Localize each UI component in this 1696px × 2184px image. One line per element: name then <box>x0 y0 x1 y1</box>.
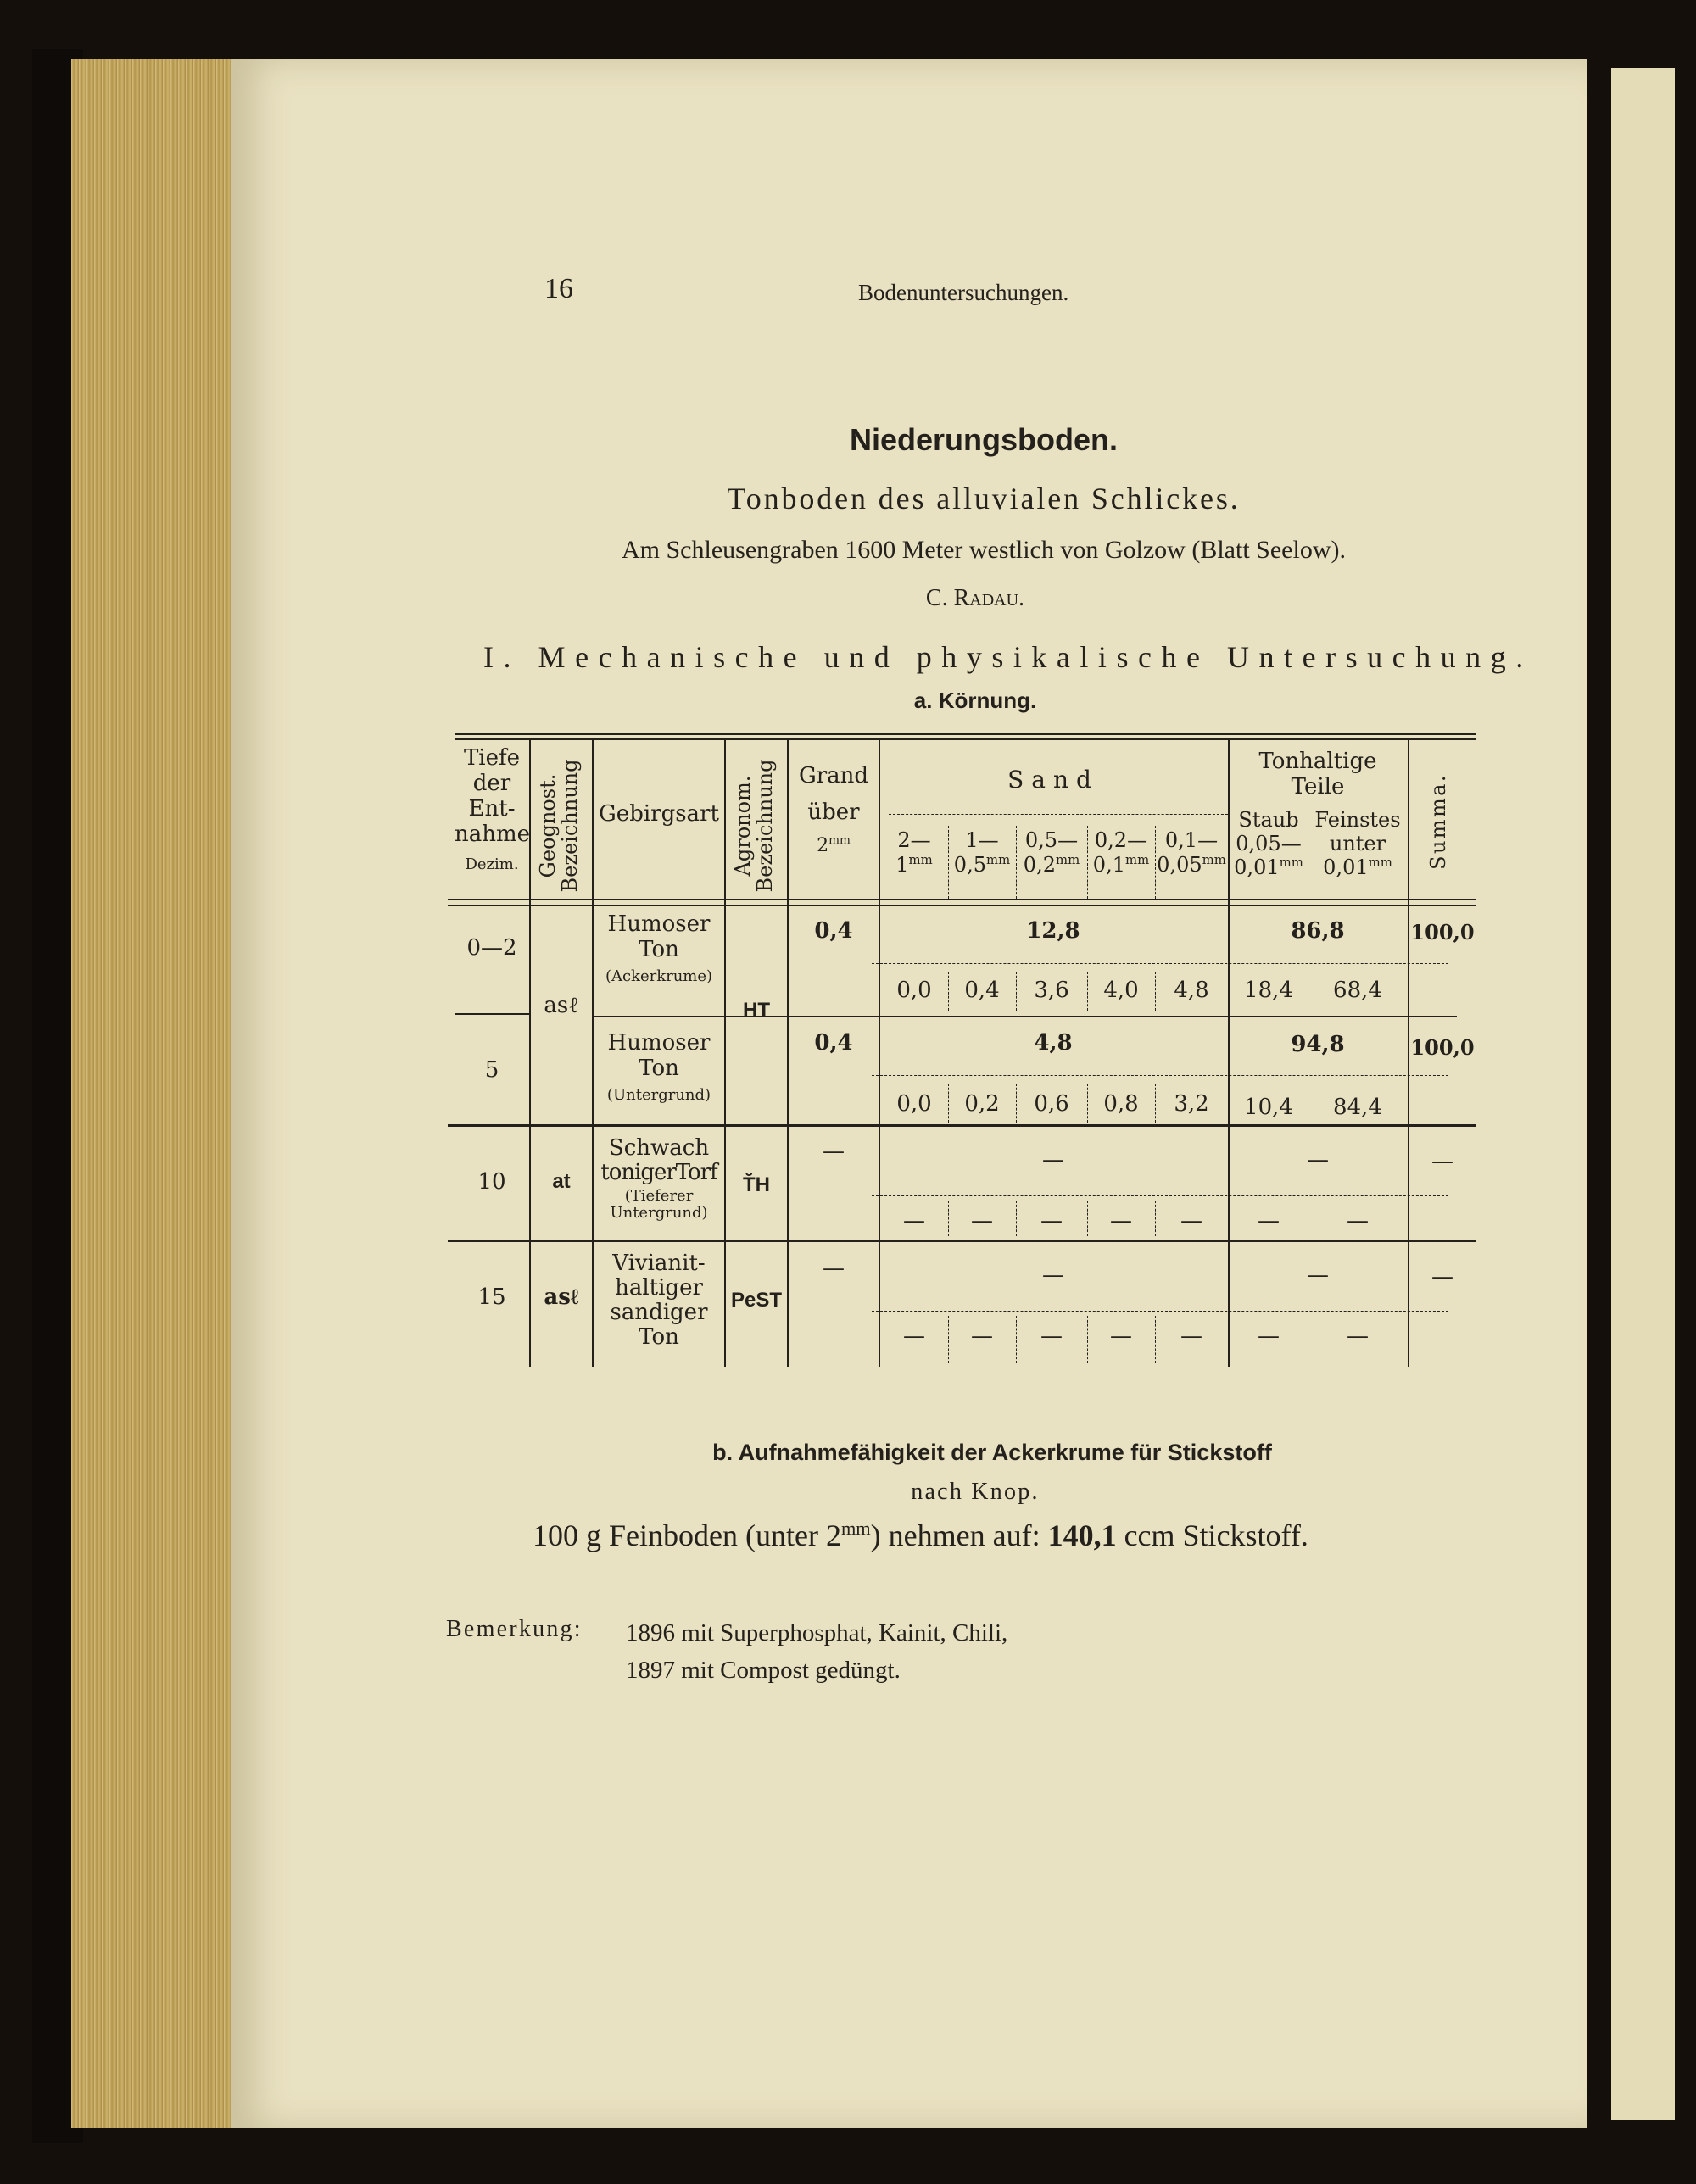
header-grand-2: über <box>807 799 860 825</box>
statement-mm: mm <box>840 1518 871 1539</box>
row1-sand-4: 4,0 <box>1103 978 1139 1003</box>
section-heading-1: I. Mechanische und physikalische Untersuchung. <box>483 640 1533 674</box>
header-sand-col-2 <box>948 829 1016 877</box>
row4-sand-2: — <box>971 1323 993 1349</box>
row3-depth: 10 <box>477 1169 506 1195</box>
header-staub-3-unit: mm <box>1279 855 1303 871</box>
row2-sand-2: 0,2 <box>964 1091 1000 1117</box>
row2-sand-4: 0,8 <box>1103 1091 1139 1117</box>
row3-ton-total: — <box>1307 1147 1329 1173</box>
header-sand-col-3-b <box>1016 853 1087 878</box>
sand-sub-rule-4 <box>1155 826 1156 899</box>
row1-split-rule <box>455 1013 529 1015</box>
row4-depth: 15 <box>477 1284 506 1310</box>
header-sand-col-5-b-unit: mm <box>1202 851 1226 867</box>
row2-detail-rule <box>872 1075 1448 1076</box>
header-sand-col-4 <box>1087 829 1155 877</box>
header-sand-col-4-b-num: 0,1 <box>1092 852 1125 877</box>
row1-grand: 0,4 <box>814 918 853 944</box>
sand-sub-rule-3 <box>1087 826 1088 899</box>
absorption-statement <box>533 1518 1308 1553</box>
row2-feinstes: 84,4 <box>1333 1095 1382 1120</box>
row2-gebirgsart-2: Ton <box>639 1055 679 1081</box>
header-agronom-2: Bezeichnung <box>753 759 778 893</box>
header-sand-col-2-a: 1— <box>965 828 999 852</box>
shared-geognost: asℓ <box>544 993 579 1018</box>
header-feinstes-3 <box>1308 855 1408 880</box>
header-staub-2: 0,05— <box>1236 831 1302 855</box>
header-sand-col-3-b-num: 0,2 <box>1023 852 1056 877</box>
header-feinstes-2: unter <box>1329 831 1386 855</box>
row3-sub-rule-1 <box>948 1201 949 1236</box>
row2-gebirgsart-1: Humoser <box>607 1030 711 1056</box>
row3-sub-rule-2 <box>1016 1201 1017 1236</box>
row4-sand-5: — <box>1180 1323 1202 1349</box>
grain-size-table <box>448 733 1476 1377</box>
header-grand <box>789 758 879 861</box>
row1-bottom-rule <box>592 1016 1457 1017</box>
row3-gebirgsart-1: Schwach <box>608 1135 710 1161</box>
header-tiefe-2: der <box>472 770 511 796</box>
header-sand-col-1-b-unit: mm <box>908 851 933 867</box>
row1-sand-3: 3,6 <box>1034 978 1069 1003</box>
row3-gebirgsart-4: Untergrund) <box>610 1203 708 1222</box>
subtitle: Tonboden des alluvialen Schlickes. <box>727 482 1241 515</box>
row1-sand-2: 0,4 <box>964 978 1000 1003</box>
header-tiefe <box>455 746 529 873</box>
row4-gebirgsart <box>594 1251 724 1350</box>
row3-bottom-rule <box>448 1240 1476 1242</box>
row3-sand-3: — <box>1040 1208 1063 1234</box>
section-heading-a: a. Körnung. <box>913 688 1037 713</box>
header-feinstes <box>1308 809 1408 880</box>
row1-feinstes: 68,4 <box>1333 978 1382 1003</box>
header-sand-col-3-a: 0,5— <box>1024 828 1079 852</box>
row4-staub: — <box>1258 1323 1280 1349</box>
row1-gebirgsart-2: Ton <box>639 936 679 962</box>
author-initial: C. <box>925 585 948 611</box>
row4-sub-rule-4 <box>1155 1316 1156 1363</box>
remark-label: Bemerkung: <box>446 1616 583 1642</box>
facing-page-edge <box>1611 68 1675 2120</box>
row3-sand-4: — <box>1110 1208 1132 1234</box>
header-grand-1: Grand <box>798 763 869 788</box>
page-stack-edge <box>71 59 241 2128</box>
header-sand-col-1 <box>880 829 948 877</box>
header-geognost <box>537 745 584 906</box>
header-sand-col-4-a: 0,2— <box>1094 828 1148 852</box>
table-top-rule <box>455 733 1476 735</box>
row1-sand-1: 0,0 <box>896 978 932 1003</box>
header-tiefe-3: Ent- <box>468 795 516 822</box>
row3-grand: — <box>823 1139 845 1164</box>
row3-geognost: at <box>552 1170 571 1193</box>
row4-geognost: asℓ <box>544 1284 579 1310</box>
header-staub <box>1230 809 1308 880</box>
row1-sand-5: 4,8 <box>1174 978 1209 1003</box>
row2-depth: 5 <box>484 1057 499 1083</box>
author <box>848 585 1102 612</box>
row3-gebirgsart-3: (Tieferer <box>624 1187 694 1206</box>
row2-gebirgsart <box>594 1031 724 1104</box>
row4-grand: — <box>823 1256 845 1281</box>
sand-sub-rule-1 <box>948 826 949 899</box>
row1-detail-rule <box>872 963 1448 964</box>
row2-gebirgsart-3: (Untergrund) <box>606 1085 711 1104</box>
row3-sub-rule-4 <box>1155 1201 1156 1236</box>
header-feinstes-3-num: 0,01 <box>1323 855 1369 880</box>
header-sand-col-3-b-unit: mm <box>1055 851 1080 867</box>
row1-depth: 0—2 <box>466 935 517 961</box>
header-sand-col-4-b-unit: mm <box>1124 851 1150 867</box>
row2-sub-rule-2 <box>1016 1084 1017 1123</box>
col-rule-3 <box>724 739 726 1367</box>
row2-sub-rule-3 <box>1087 1084 1088 1123</box>
row2-bottom-rule <box>448 1124 1476 1127</box>
header-geognost-2: Bezeichnung <box>558 759 583 893</box>
row1-gebirgsart <box>594 912 724 985</box>
row4-sub-rule-1 <box>948 1316 949 1363</box>
page-number: 16 <box>544 273 573 304</box>
section-heading-b: b. Aufnahmefähigkeit der Ackerkrume für Stickstoff <box>712 1440 1272 1465</box>
header-sand-col-2-b <box>948 853 1016 878</box>
header-grand-3-num: 2 <box>817 834 829 856</box>
header-sand-col-4-b <box>1087 853 1155 878</box>
row2-grand: 0,4 <box>814 1030 853 1056</box>
row4-sand-3: — <box>1040 1323 1063 1349</box>
row2-sand-3: 0,6 <box>1034 1091 1069 1117</box>
row2-ton-total: 94,8 <box>1291 1032 1345 1057</box>
header-sand-col-5-b <box>1155 853 1228 878</box>
row3-sand-5: — <box>1180 1208 1202 1234</box>
header-bottom-rule <box>448 899 1476 900</box>
header-staub-1: Staub <box>1238 808 1299 832</box>
shared-agronom: HT <box>743 999 770 1022</box>
header-tonhaltige-2: Teile <box>1291 773 1345 800</box>
row2-staub: 10,4 <box>1244 1095 1293 1120</box>
row4-sub-rule-2 <box>1016 1316 1017 1363</box>
header-staub-3 <box>1230 855 1308 880</box>
author-name: Radau. <box>953 585 1025 611</box>
header-grand-3-unit: mm <box>828 833 851 848</box>
row4-gebirgsart-2: haltiger <box>615 1275 703 1301</box>
row3-feinstes: — <box>1347 1208 1369 1234</box>
row1-sand-total: 12,8 <box>1026 918 1080 944</box>
table-top-rule-2 <box>455 738 1476 740</box>
method-line: nach Knop. <box>911 1479 1040 1505</box>
header-sand-col-3 <box>1016 829 1087 877</box>
header-sand-col-1-b <box>880 853 948 878</box>
row3-gebirgsart <box>594 1136 724 1222</box>
header-sand-col-5 <box>1155 829 1228 877</box>
header-tonhaltige <box>1228 749 1408 800</box>
header-tonhaltige-1: Tonhaltige <box>1258 749 1377 774</box>
header-tiefe-unit: Dezim. <box>465 855 519 873</box>
header-feinstes-1: Feinstes <box>1314 808 1401 832</box>
sand-sub-rule-2 <box>1016 826 1017 899</box>
header-sand-col-2-b-num: 0,5 <box>953 852 986 877</box>
row2-sub-rule-1 <box>948 1084 949 1123</box>
row2-sand-1: 0,0 <box>896 1091 932 1117</box>
row3-gebirgsart-2: tonigerTorf <box>600 1159 717 1185</box>
header-feinstes-3-unit: mm <box>1368 855 1392 871</box>
row3-sand-2: — <box>971 1208 993 1234</box>
main-title: Niederungsboden. <box>849 422 1119 457</box>
row3-sand-1: — <box>903 1208 925 1234</box>
row2-summa: 100,0 <box>1410 1035 1475 1060</box>
row1-sub-rule-2 <box>1016 972 1017 1011</box>
row4-gebirgsart-1: Vivianit- <box>612 1251 706 1276</box>
row4-sub-rule-3 <box>1087 1316 1088 1363</box>
row4-sand-total: — <box>1042 1262 1064 1288</box>
row4-agronom: PeST <box>730 1289 783 1312</box>
row1-sub-rule-3 <box>1087 972 1088 1011</box>
header-bottom-rule-2 <box>448 905 1476 906</box>
row1-sub-rule-4 <box>1155 972 1156 1011</box>
row3-summa: — <box>1431 1149 1453 1174</box>
header-sand-col-5-a: 0,1— <box>1164 828 1219 852</box>
statement-pre: 100 g Feinboden (unter 2 <box>533 1518 841 1552</box>
header-staub-3-num: 0,01 <box>1234 855 1280 880</box>
header-sand-col-1-b-num: 1 <box>895 852 909 877</box>
header-sand-col-2-b-unit: mm <box>985 851 1011 867</box>
row4-ton-total: — <box>1307 1262 1329 1288</box>
row2-sand-total: 4,8 <box>1034 1030 1073 1056</box>
row1-ton-total: 86,8 <box>1291 918 1345 944</box>
row1-sub-rule-1 <box>948 972 949 1011</box>
header-agronom <box>732 745 779 906</box>
row4-gebirgsart-4: Ton <box>639 1324 679 1351</box>
row4-detail-rule <box>872 1311 1448 1312</box>
header-agronom-1: Agronom. <box>731 775 755 877</box>
header-tiefe-1: Tiefe <box>463 745 521 771</box>
row3-agronom: T̆H <box>743 1173 770 1196</box>
header-geognost-1: Geognost. <box>536 773 560 878</box>
statement-mid: ) nehmen auf: <box>870 1518 1048 1552</box>
running-title: Bodenuntersuchungen. <box>858 280 1069 305</box>
header-grand-3 <box>789 831 879 861</box>
row4-gebirgsart-3: sandiger <box>610 1300 708 1326</box>
row1-staub: 18,4 <box>1244 978 1293 1003</box>
statement-value: 140,1 <box>1047 1518 1117 1552</box>
row4-sand-4: — <box>1110 1323 1132 1349</box>
row3-staub: — <box>1258 1208 1280 1234</box>
header-tiefe-4: nahme <box>455 821 531 847</box>
header-summa: Summa. <box>1426 773 1450 870</box>
row3-sand-total: — <box>1042 1147 1064 1173</box>
row2-sub-rule-4 <box>1155 1084 1156 1123</box>
row4-feinstes: — <box>1347 1323 1369 1349</box>
header-sand-col-1-a: 2— <box>897 828 931 852</box>
remark-line-1: 1896 mit Superphosphat, Kainit, Chili, <box>626 1619 1008 1646</box>
row1-summa: 100,0 <box>1410 920 1475 944</box>
statement-post: ccm Stickstoff. <box>1116 1518 1308 1552</box>
header-sand: Sand <box>1007 766 1099 794</box>
row4-summa: — <box>1431 1264 1453 1290</box>
header-sand-col-5-b-num: 0,05 <box>1157 852 1202 877</box>
header-gebirgsart: Gebirgsart <box>599 801 719 827</box>
row1-gebirgsart-3: (Ackerkrume) <box>605 967 713 985</box>
row3-sub-rule-3 <box>1087 1201 1088 1236</box>
remark-line-2: 1897 mit Compost gedüngt. <box>626 1657 901 1684</box>
row4-sand-1: — <box>903 1323 925 1349</box>
row3-detail-rule <box>872 1195 1448 1196</box>
location-line: Am Schleusengraben 1600 Meter westlich von Golzow (Blatt Seelow). <box>622 536 1346 564</box>
sand-subheader-rule <box>889 814 1228 815</box>
row1-gebirgsart-1: Humoser <box>607 911 711 937</box>
row2-sand-5: 3,2 <box>1174 1091 1209 1117</box>
